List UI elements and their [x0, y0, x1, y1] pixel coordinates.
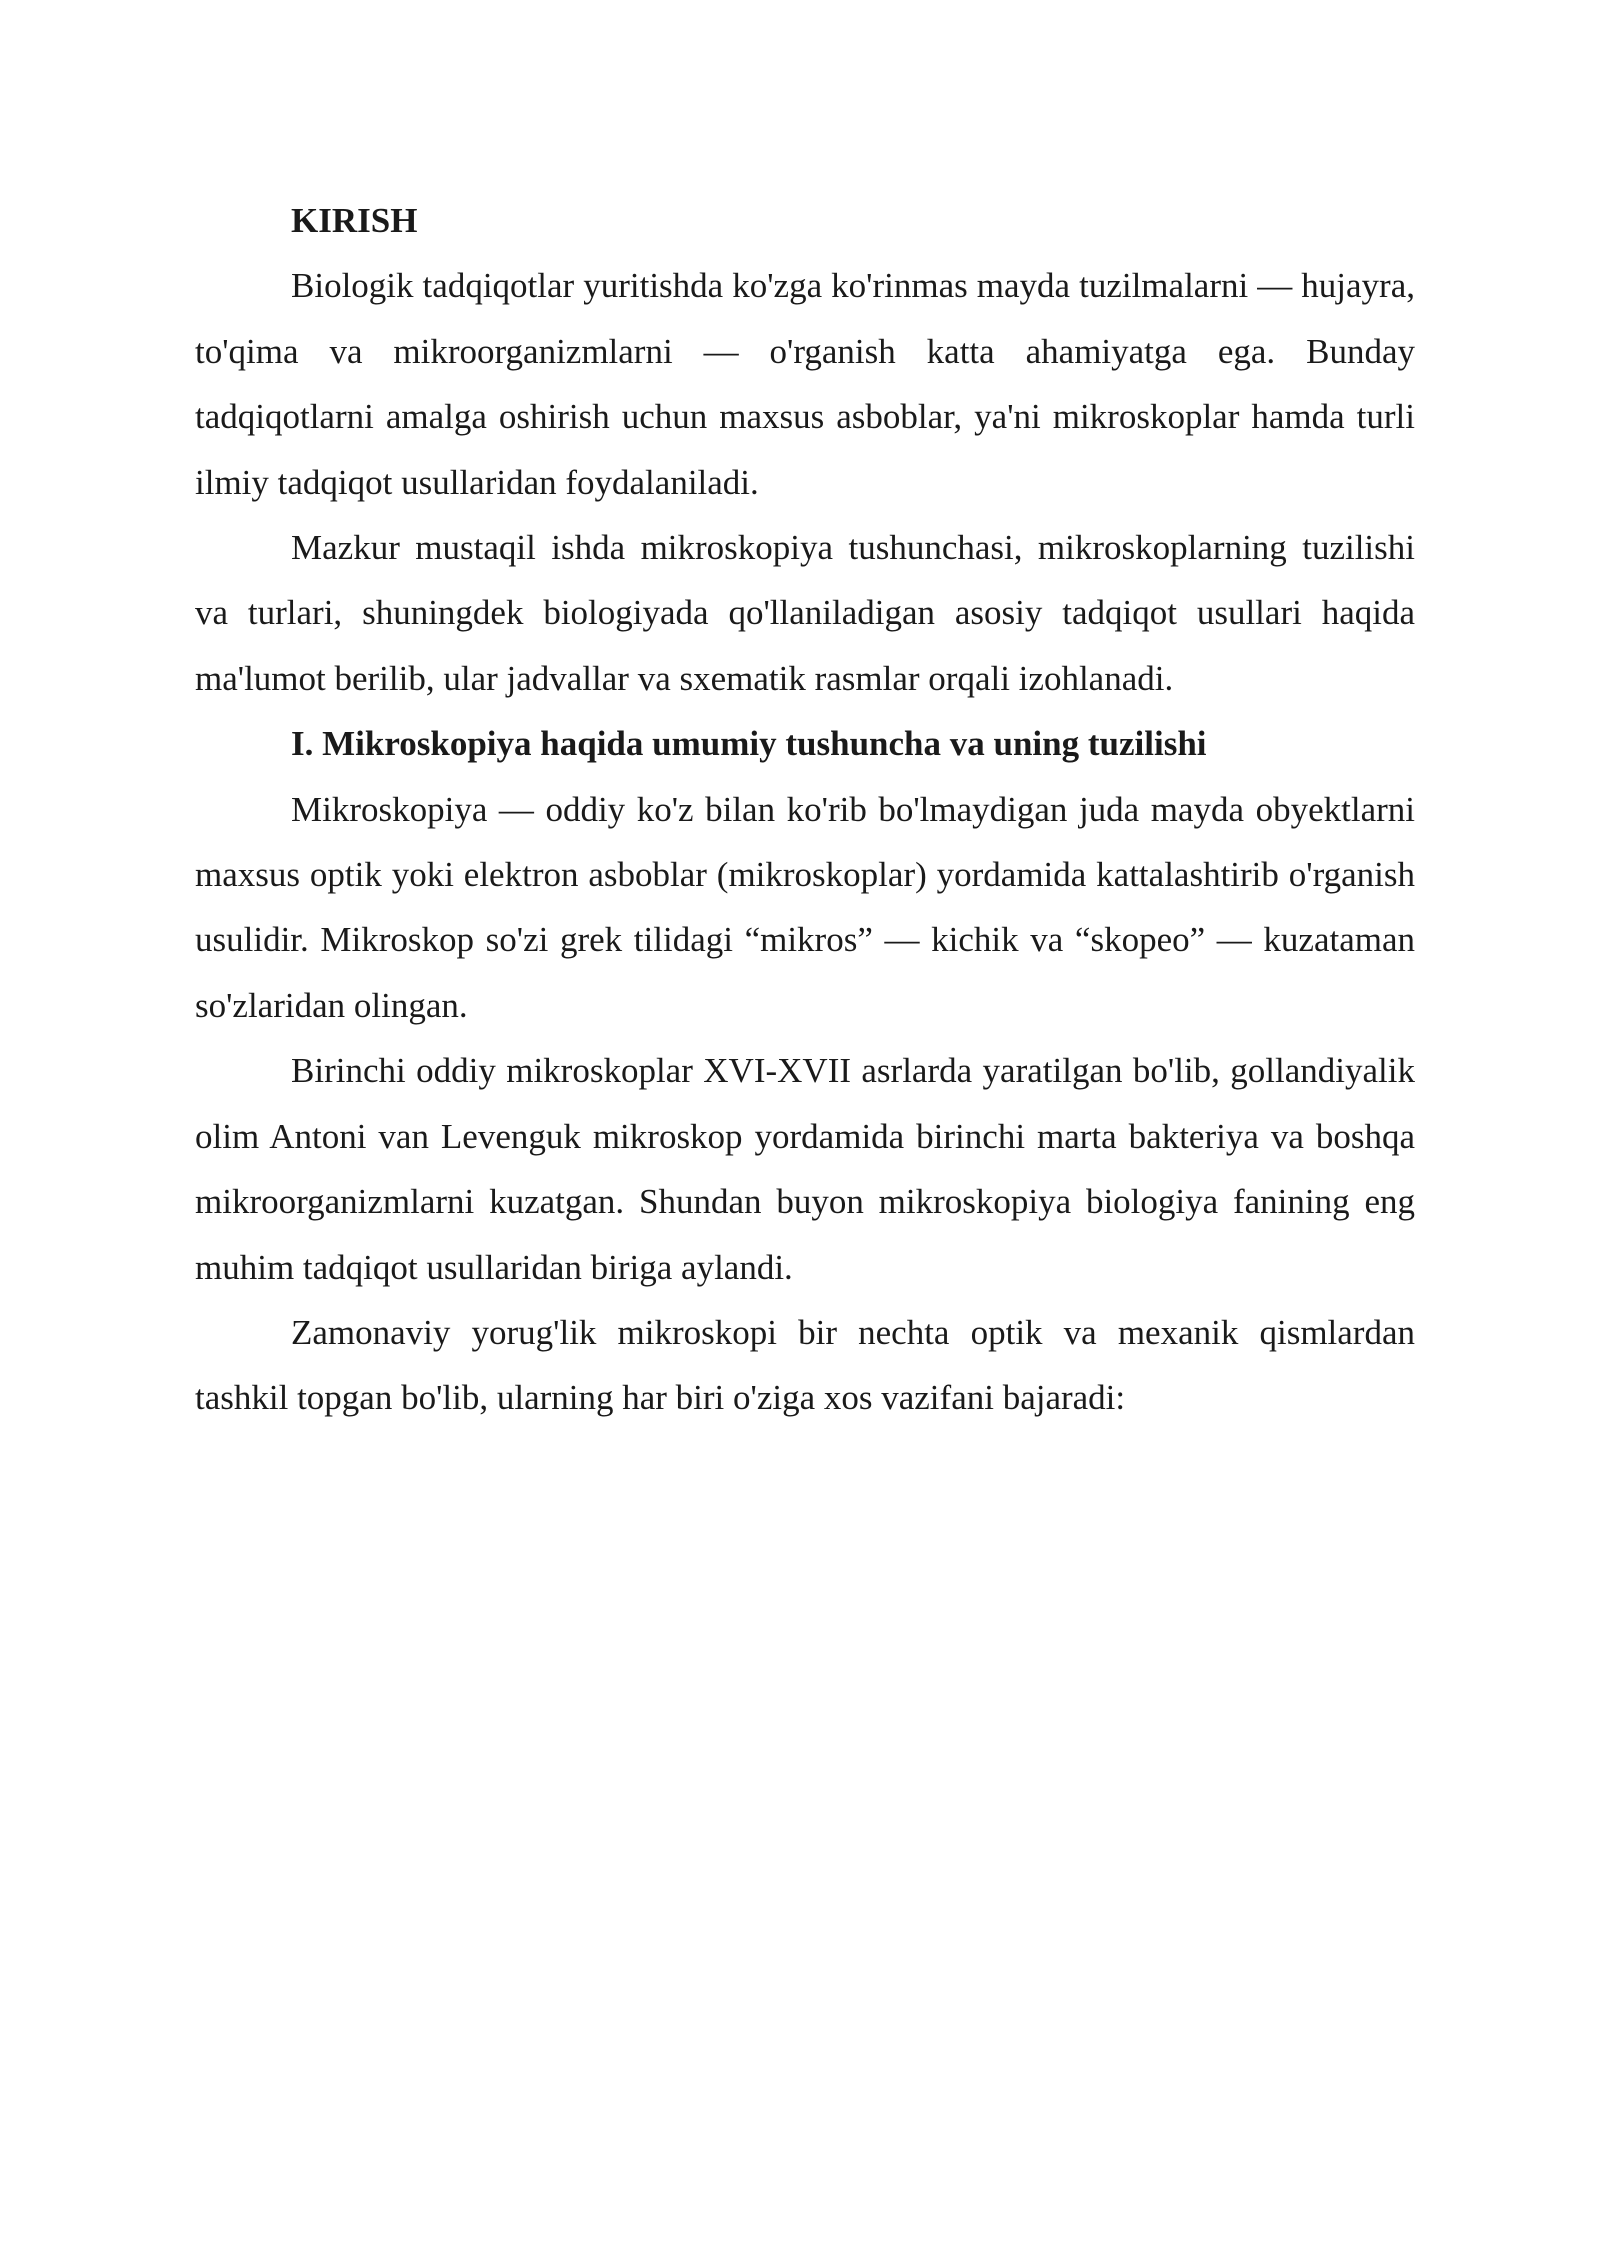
intro-heading: KIRISH: [291, 201, 418, 240]
section-1-heading: I. Mikroskopiya haqida umumiy tushuncha va uning tuzilishi: [291, 724, 1207, 764]
intro-paragraph-1: Biologik tadqiqotlar yuritishda ko'zga ko'rinmas mayda tuzilmalarni — hujayra, to'qima va mikroorganizmlarni — o'rganish katta ahamiyatga ega. Bunday tadqiqotlarni amalga oshirish uchun maxsus asboblar, ya'ni mikroskoplar hamda turli ilmiy tadqiqot usullaridan foydalaniladi.: [195, 266, 1415, 502]
section-1-paragraph-1: Mikroskopiya — oddiy ko'z bilan ko'rib bo'lmaydigan juda mayda obyektlarni maxsus optik yoki elektron asboblar (mikroskoplar) yordamida kattalashtirib o'rganish usulidir. Mikroskop so'zi grek tilidagi “mikros” — kichik va “skopeo” — kuzataman so'zlaridan olingan.: [195, 789, 1415, 1025]
section-1-paragraph-2: Birinchi oddiy mikroskoplar XVI-XVII asrlarda yaratilgan bo'lib, gollandiyalik olim Antoni van Levenguk mikroskop yordamida birinchi marta bakteriya va boshqa mikroorganizmlarni kuzatgan. Shundan buyon mikroskopiya biologiya fanining eng muhim tadqiqot usullaridan biriga aylandi.: [195, 1051, 1415, 1287]
intro-paragraph-2: Mazkur mustaqil ishda mikroskopiya tushunchasi, mikroskoplarning tuzilishi va turlari, shuningdek biologiyada qo'llaniladigan asosiy tadqiqot usullari haqida ma'lumot berilib, ular jadvallar va sxematik rasmlar orqali izohlanadi.: [195, 528, 1415, 698]
document-page: [195, 188, 1415, 1431]
section-1-paragraph-3: Zamonaviy yorug'lik mikroskopi bir nechta optik va mexanik qismlardan tashkil topgan bo'lib, ularning har biri o'ziga xos vazifani bajaradi:: [195, 1312, 1415, 1418]
